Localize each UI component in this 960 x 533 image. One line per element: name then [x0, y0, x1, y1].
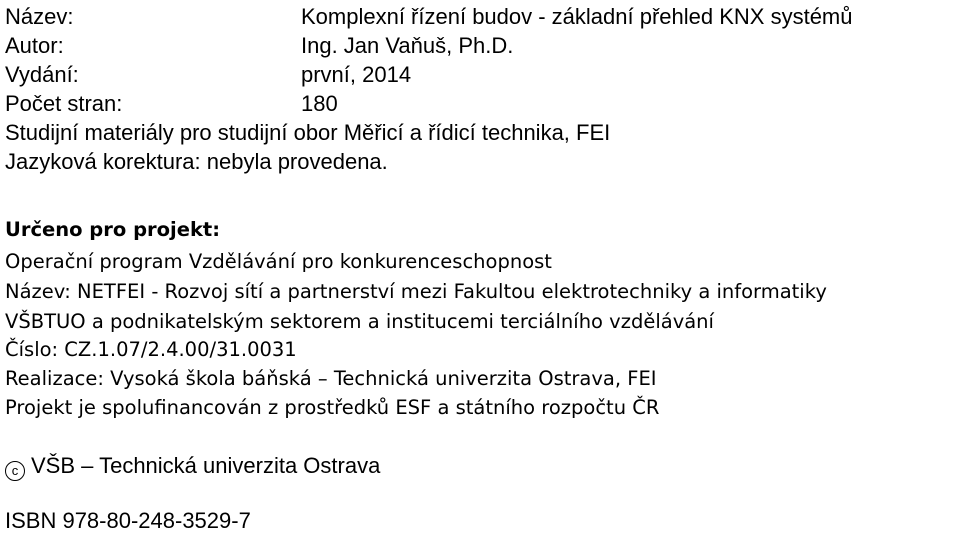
author-row — [5, 35, 513, 57]
pages-label: Počet stran: — [5, 91, 123, 116]
author-value: Ing. Jan Vaňuš, Ph.D. — [301, 33, 514, 58]
pages-row — [5, 93, 338, 115]
copyright-text: VŠB – Technická univerzita Ostrava — [31, 453, 381, 478]
project-name: Název: NETFEI - Rozvoj sítí a partnerství mezi Fakultou elektrotechniky a informatiky — [5, 280, 827, 303]
edition-value: první, 2014 — [301, 62, 412, 87]
project-realization: Realizace: Vysoká škola báňská – Technická univerzita Ostrava, FEI — [5, 367, 657, 390]
edition-row — [5, 64, 411, 86]
title-label: Název: — [5, 4, 74, 29]
copyright-line — [5, 455, 380, 481]
project-heading: Určeno pro projekt: — [5, 218, 221, 241]
edition-label: Vydání: — [5, 62, 79, 87]
pages-value: 180 — [301, 91, 338, 116]
proofreading-line: Jazyková korektura: nebyla provedena. — [5, 149, 388, 174]
author-label: Autor: — [5, 33, 64, 58]
title-value: Komplexní řízení budov - základní přehled KNX systémů — [301, 4, 853, 29]
title-row — [5, 6, 853, 28]
project-funding: Projekt je spolufinancován z prostředků ESF a státního rozpočtu ČR — [5, 396, 660, 419]
study-materials-line: Studijní materiály pro studijní obor Měřicí a řídicí technika, FEI — [5, 120, 611, 145]
project-name-continued: VŠBTUO a podnikatelským sektorem a institucemi terciálního vzdělávání — [5, 310, 714, 333]
project-number: Číslo: CZ.1.07/2.4.00/31.0031 — [5, 338, 297, 361]
isbn-line: ISBN 978-80-248-3529-7 — [5, 508, 251, 533]
copyright-icon: c — [5, 461, 25, 481]
project-program: Operační program Vzdělávání pro konkurenceschopnost — [5, 250, 552, 273]
